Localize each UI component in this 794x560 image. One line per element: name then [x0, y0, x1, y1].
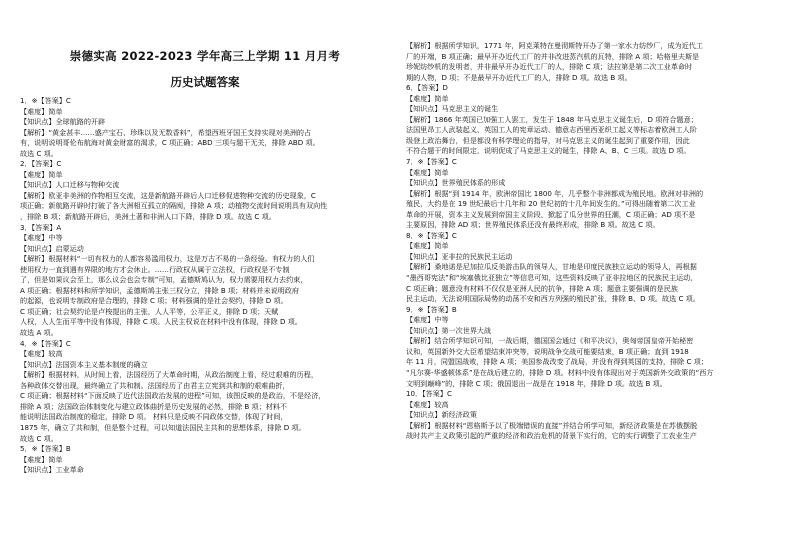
text-line: 7．※【答案】C: [406, 157, 457, 167]
text-line: C 项正确；根据材料“下面反映了近代法国政治发展的进程”可知，该图反映的是政治，不是经济，: [20, 391, 326, 401]
text-line: 能说明法国政治制度的稳定，排除 D 项。 材料只是反映不同政体交替，体现了时间，: [20, 412, 288, 422]
text-line: 6．【答案】D: [406, 83, 448, 93]
text-line: 【难度】中等: [406, 315, 449, 325]
text-line: 议和，英国新外交大臣希望结束冲突等，说明战争交战可能要结束，B 项正确；直到 1918: [406, 346, 689, 356]
text-line: 有，说明说明哥伦布航海对黄金财富的渴求，C 项正确；ABD 三项与题干无关，排除 ABD 项。: [20, 138, 320, 148]
text-line: 年 11 月，同盟国战败，排除 A 项；美国参战改变了战局，并没有得到英国的支持，排除 C 项；: [406, 357, 708, 367]
text-line: 【难度】较高: [406, 399, 449, 409]
text-line: C 项正确；社会契约论是卢梭提出的主张，人人平等，公平正义，排除 D 项；天赋: [20, 306, 279, 316]
text-line: 【难度】中等: [20, 233, 63, 243]
text-line: 【解析】欧亚非美洲的作物相互交流，这是新航路开辟后人口迁移促进物种交流的历史现象，C: [20, 190, 316, 200]
text-line: 3．【答案】A: [20, 222, 62, 232]
text-line: 【难度】较高: [20, 349, 63, 359]
text-line: 【难度】简单: [20, 106, 63, 116]
text-line: 【知识点】法国资本主义基本制度的确立: [20, 359, 148, 369]
text-line: 殖民，大约是在 19 世纪最后十几年和 20 世纪初的十几年间发生的。”可得出随着第二次工业: [406, 199, 696, 209]
text-line: 故选 A 项。: [20, 328, 58, 338]
text-line: 【解析】1866 年英国已加强工人罢工，发生于 1848 年马克思主义诞生后，D 项符合题意；: [406, 114, 698, 124]
text-line: 【难度】简单: [406, 167, 449, 177]
text-line: 战时共产主义政策引起的严重的经济和政治危机的背景下实行的，它的实行调整了工农业生产: [406, 431, 697, 441]
text-line: 【解析】“黄金甚丰……盛产宝石、珍珠以及无数香料”，希望西班牙国王支持实现对美洲的占: [20, 127, 312, 137]
text-line: 【知识点】新经济政策: [406, 410, 477, 420]
text-line: 故选 C 项。: [20, 433, 58, 443]
right-column-text: [406, 41, 776, 442]
text-line: 【知识点】亚非拉的民族民主运动: [406, 251, 513, 261]
text-line: 珍妮纺纱机的发明者，并非最早开办近代工厂的人，排除 C 项；法拉第是第二次工业革命时: [406, 62, 693, 72]
text-line: 期的人物，D 项；不是最早开办近代工厂的人，排除 D 项。故选 B 项。: [406, 72, 632, 82]
text-line: 【解析】根据“到 1914 年，欧洲帝国比 1800 年，几乎整个非洲都成为殖民地。欧洲对非洲的: [406, 188, 704, 198]
text-line: C 项正确；题意没有材料不仅仅是亚洲人民的抗争，排除 A 项；题意主要强调的是民族: [406, 283, 678, 293]
text-line: 级登上政治舞台，但是都没有科学理论的指导，对马克思主义的诞生起到了重要作用，因此: [406, 135, 690, 145]
page-subtitle: 历史试题答案: [170, 75, 240, 89]
text-line: 使用权力一直到遇有界限的地方才会休止。……行政权从属于立法权，行政权是不专制: [20, 264, 290, 274]
text-line: 【知识点】世界殖民体系的形成: [406, 178, 506, 188]
text-line: 【解析】根据所学知识，1771 年，阿克莱特在曼彻斯特开办了第一家水力纺纱厂，成为近代工: [406, 41, 703, 50]
text-line: 不符合题干的时间限定，说明促成了马克思主义的诞生，排除 A、B、C 三项。故选 D 项。: [406, 146, 691, 156]
text-line: ，排除 B 项；新航路开辟后，美洲土著和非洲人口下降，排除 D 项。故选 C 项。: [20, 212, 276, 222]
page-title: 崇德实高 2022-2023 学年高三上学期 11 月月考: [69, 49, 341, 63]
text-line: 8．※【答案】C: [406, 230, 457, 240]
text-line: 厂的开端，B 项正确；最早开办近代工厂的并非改进蒸汽机的瓦特，排除 A 项；哈格里夫斯是: [406, 51, 700, 61]
left-column-text: [20, 96, 390, 476]
text-line: 【知识点】马克思主义的诞生: [406, 104, 499, 114]
text-line: 各种政体交替出现，最终确立了共和制。法国经历了由君主立宪到共和制的艰难曲折，: [20, 380, 290, 390]
text-line: 革命的开展，资本主义发展到帝国主义阶段，掀起了瓜分世界的狂潮，C 项正确；AD 项不是: [406, 209, 696, 219]
text-line: “墨西哥宪法”和“埃塞俄比亚独立”等信息可知，这些资料反映了亚非拉地区的民族民主运动，: [406, 273, 698, 283]
text-line: 人权，人人生而平等中没有体现，排除 C 项。人民主权说在材料中没有体现，排除 D 项。: [20, 317, 302, 327]
text-line: 主要原因，排除 AD 项；世界殖民体系还没有最终形成，排除 B 项。故选 C 项。: [406, 220, 660, 230]
text-line: 1．※【答案】C: [20, 96, 71, 105]
text-line: 【解析】根据材料，从时间上看，法国经历了大革命时期，从政治制度上看，经过艰难的历程，: [20, 370, 318, 380]
right-column: [406, 0, 776, 560]
text-line: 项正确；新航路开辟时打破了各大洲相互孤立的隔阂，排除 A 项；动植物交流时间说明具有双向性: [20, 201, 328, 211]
text-line: 【难度】简单: [20, 169, 63, 179]
text-line: 民主运动，无法说明国际局势的动荡不安和西方列强的殖民扩张，排除 B、D 项。故选 C 项。: [406, 294, 700, 304]
text-line: 2．【答案】C: [20, 159, 62, 169]
text-line: 10．【答案】C: [406, 389, 452, 399]
text-line: “凡尔赛-华盛顿体系”是在战后建立的，排除 D 项。材料中没有体现出对于英国新外交政策的“西方: [406, 367, 714, 377]
text-line: 了，但是如果议会至上，那么议会也会专制”可知，孟德斯鸠认为，权力需要用权力去约束，: [20, 275, 308, 285]
text-line: 9．※【答案】B: [406, 304, 457, 314]
text-line: 【知识点】第一次世界大战: [406, 325, 492, 335]
text-line: 文明到巅峰”的，排除 C 项；俄国退出一战是在 1918 年，排除 D 项。故选 B 项。: [406, 378, 667, 388]
text-line: 【解析】根据材料“一切有权力的人都容易滥用权力，这是万古不易的一条经验。有权力的人们: [20, 254, 315, 264]
text-line: 【难度】简单: [406, 241, 449, 251]
text-line: 【知识点】全球航路的开辟: [20, 117, 106, 127]
text-line: 【解析】根据材料“恩格斯予以了极端错误的直接”并结合所学可知，新经济政策是在苏俄摆脱: [406, 420, 698, 430]
text-line: 故选 C 项。: [20, 148, 58, 158]
text-line: 5．※【答案】B: [20, 444, 71, 454]
text-line: 【知识点】人口迁移与物种交流: [20, 180, 120, 190]
text-line: 4．※【答案】C: [20, 338, 71, 348]
text-line: 1875 年，确立了共和制，但是整个过程，可以知道法国民主共和的思想体系，排除 D 项。: [20, 422, 306, 432]
text-line: 【难度】简单: [406, 93, 449, 103]
text-line: 法国里昂工人武装起义、英国工人的宪章运动、德意志西里西亚织工起义等标志着欧洲工人阶: [406, 125, 697, 135]
text-line: 【知识点】启蒙运动: [20, 243, 84, 253]
text-line: 【难度】简单: [20, 454, 63, 464]
text-line: 的起源，也说明专制政府是合理的，排除 C 项；材料强调的是社会契约，排除 D 项。: [20, 296, 288, 306]
left-column: [20, 0, 390, 560]
text-line: 【知识点】工业革命: [20, 465, 84, 475]
text-line: 【解析】结合所学知识可知，一战后期，德国国会通过《和平决议》，奥匈帝国皇帝开始秘密: [406, 336, 694, 346]
text-line: A 项正确；根据材料和所学知识，孟德斯鸠主张三权分立，排除 B 项；材料并未说明政府: [20, 285, 299, 295]
text-line: 【解析】桑地诺是尼加拉瓜反美游击队的领导人，甘地是印度民族独立运动的领导人，再根据: [406, 262, 697, 272]
text-line: 排除 A 项；法国政治体制变化与建立政体曲折是历史发展的必然，排除 B 项；材料不: [20, 401, 288, 411]
